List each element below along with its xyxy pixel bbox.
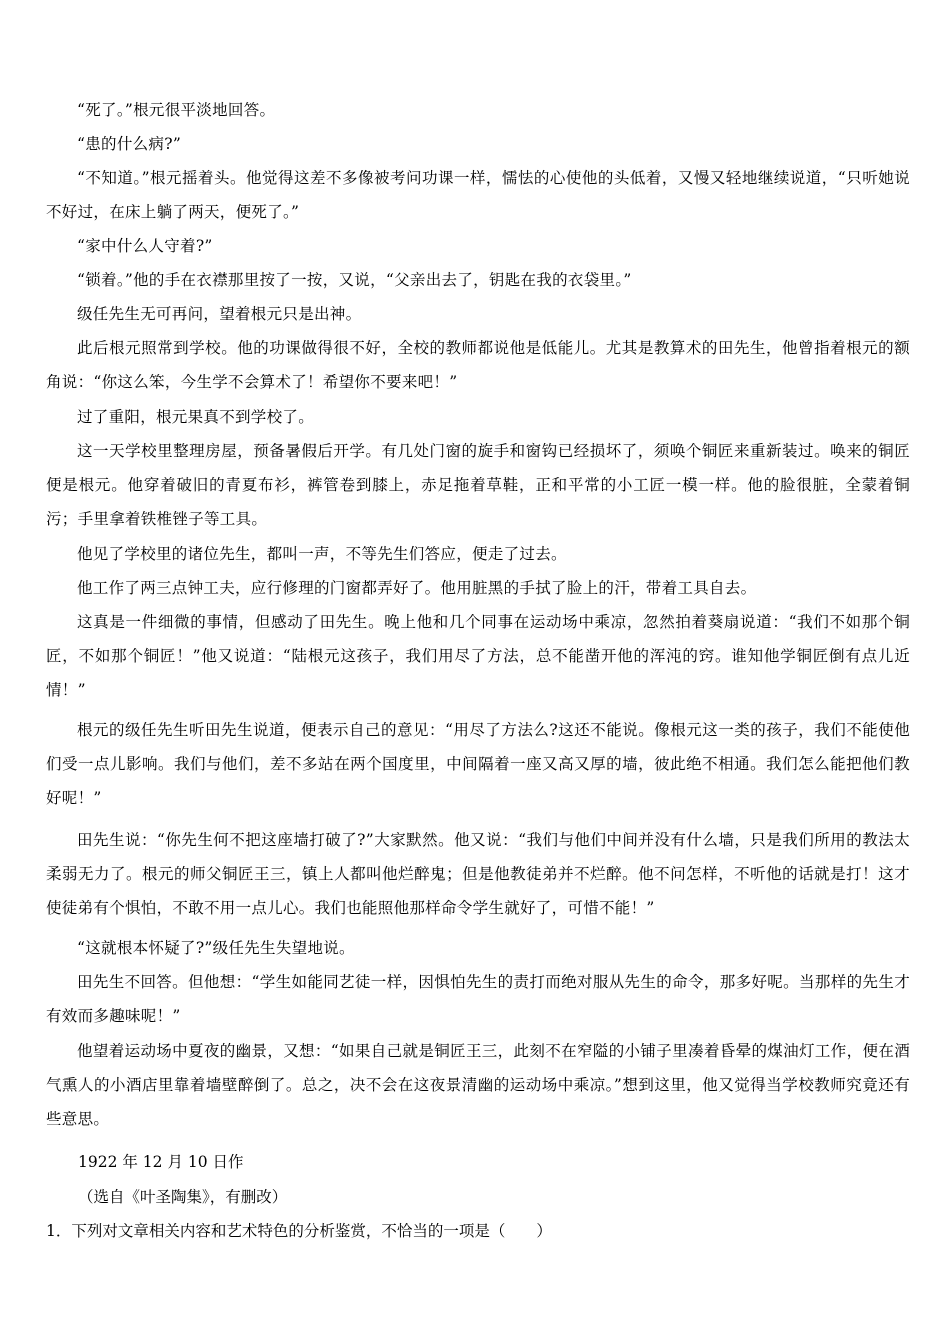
paragraph-14: 田先生说：“你先生何不把这座墙打破了?”大家默然。他又说：“我们与他们中间并没有什么墙，只是我们所用的教法太柔弱无力了。根元的师父铜匠王三，镇上人都叫他烂醉鬼；但是他教徒弟并不烂醉。他不问怎样，不听他的话就是打！这才使徒弟有个惧怕，不敢不用一点儿心。我们也能照他那样命令学生就好了，可惜不能！” — [46, 831, 910, 917]
paragraph-13: 根元的级任先生听田先生说道，便表示自己的意见：“用尽了方法么?这还不能说。像根元这一类的孩子，我们不能使他们受一点儿影响。我们与他们，差不多站在两个国度里，中间隔着一座又高又厚的墙，彼此绝不相通。我们怎么能把他们教好呢！” — [46, 721, 910, 807]
paragraph-11: 他工作了两三点钟工夫，应行修理的门窗都弄好了。他用脏黑的手拭了脸上的汗，带着工具自去。 — [77, 579, 757, 597]
paragraph-17: 他望着运动场中夏夜的幽景，又想：“如果自己就是铜匠王三，此刻不在窄隘的小铺子里凑着昏晕的煤油灯工作，便在酒气熏人的小酒店里靠着墙壁醉倒了。总之，决不会在这夜景清幽的运动场中乘凉。”想到这里，他又觉得当学校教师究竟还有些意思。 — [46, 1042, 910, 1128]
date-line: 1922 年 12 月 10 日作 — [78, 1153, 244, 1171]
paragraph-16: 田先生不回答。但他想：“学生如能同艺徒一样，因惧怕先生的责打而绝对服从先生的命令，那多好呢。当那样的先生才有效而多趣味呢！” — [46, 973, 910, 1025]
paragraph-10: 他见了学校里的诸位先生，都叫一声，不等先生们答应，便走了过去。 — [77, 545, 567, 563]
paragraph-6: 级任先生无可再问，望着根元只是出神。 — [77, 305, 362, 323]
paragraph-3: “不知道。”根元摇着头。他觉得这差不多像被考问功课一样，懦怯的心使他的头低着，又慢又轻地继续说道，“只听她说不好过，在床上躺了两天，便死了。” — [46, 169, 910, 221]
paragraph-12: 这真是一件细微的事情，但感动了田先生。晚上他和几个同事在运动场中乘凉，忽然拍着葵扇说道：“我们不如那个铜匠，不如那个铜匠！”他又说道：“陆根元这孩子，我们用尽了方法，总不能凿开他的浑沌的窍。谁知他学铜匠倒有点儿近情！” — [46, 613, 910, 699]
source-line: （选自《叶圣陶集》，有删改） — [78, 1188, 288, 1206]
paragraph-8: 过了重阳，根元果真不到学校了。 — [77, 408, 315, 426]
paragraph-1: “死了。”根元很平淡地回答。 — [77, 101, 276, 119]
paragraph-2: “患的什么病?” — [77, 135, 182, 153]
paragraph-7: 此后根元照常到学校。他的功课做得很不好，全校的教师都说他是低能儿。尤其是教算术的田先生，他曾指着根元的额角说：“你这么笨，今生学不会算术了！希望你不要来吧！” — [46, 339, 910, 391]
paragraph-4: “家中什么人守着?” — [77, 237, 213, 255]
paragraph-15: “这就根本怀疑了?”级任先生失望地说。 — [77, 939, 355, 957]
question-1: 1．下列对文章相关内容和艺术特色的分析鉴赏，不恰当的一项是（ ） — [46, 1222, 552, 1240]
paragraph-9: 这一天学校里整理房屋，预备暑假后开学。有几处门窗的旋手和窗钩已经损坏了，须唤个铜匠来重新装过。唤来的铜匠便是根元。他穿着破旧的青夏布衫，裤管卷到膝上，赤足拖着草鞋，正和平常的小工匠一模一样。他的脸很脏，全蒙着铜污；手里拿着铁椎锉子等工具。 — [46, 442, 910, 528]
paragraph-5: “锁着。”他的手在衣襟那里按了一按，又说，“父亲出去了，钥匙在我的衣袋里。” — [77, 271, 632, 289]
